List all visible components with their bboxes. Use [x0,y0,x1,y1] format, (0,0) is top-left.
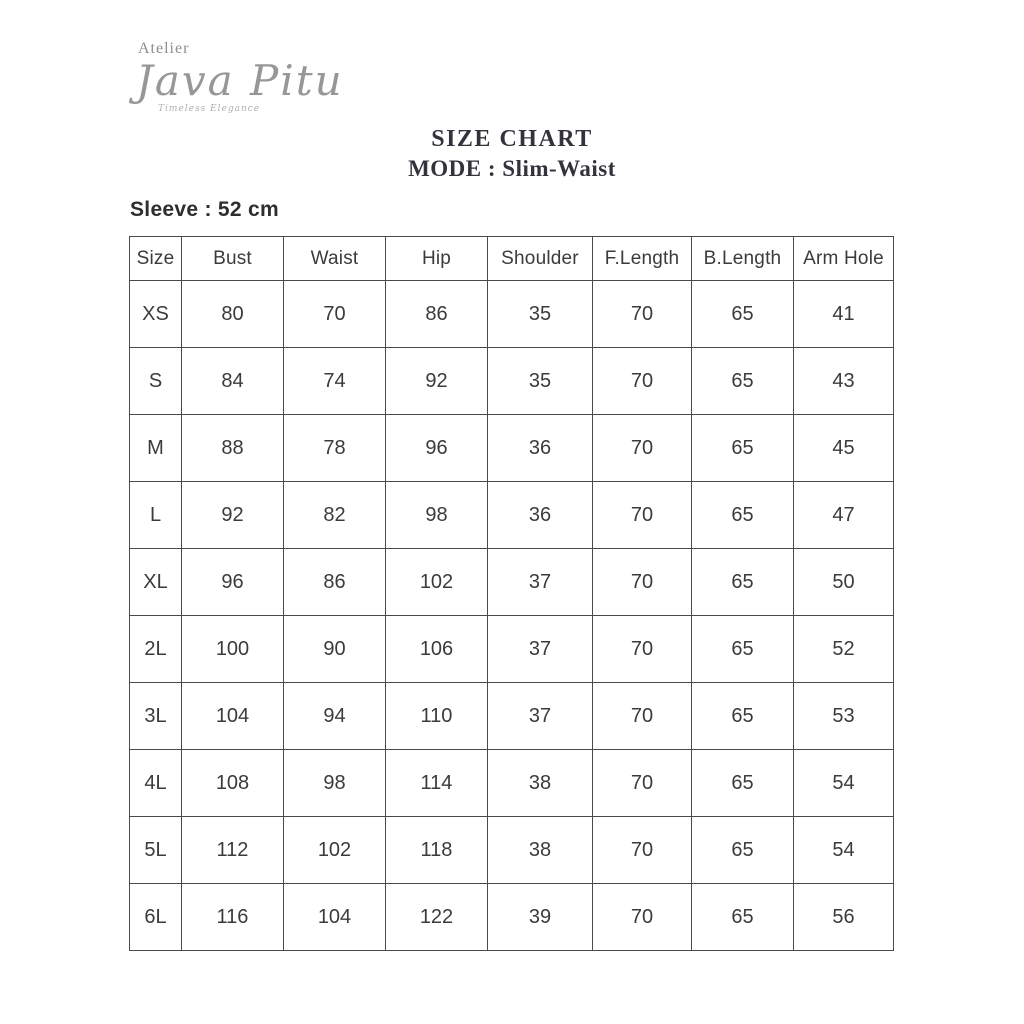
size-table [129,236,894,951]
measurement-cell: 104 [284,884,386,951]
measurement-cell: 70 [593,415,692,482]
measurement-cell: 90 [284,616,386,683]
measurement-cell: 92 [386,348,488,415]
table-header-row [130,237,894,281]
table-body [130,281,894,951]
table-row [130,750,894,817]
measurement-cell: 112 [182,817,284,884]
measurement-cell: 70 [593,348,692,415]
measurement-cell: 104 [182,683,284,750]
measurement-cell: 70 [593,616,692,683]
measurement-cell: 92 [182,482,284,549]
column-header-arm-hole: Arm Hole [794,237,894,281]
measurement-cell: 86 [386,281,488,348]
measurement-cell: 65 [692,884,794,951]
column-header-bust: Bust [182,237,284,281]
measurement-cell: 47 [794,482,894,549]
size-cell: XS [130,281,182,348]
brand-name: Java Pitu [136,56,344,105]
size-cell: 3L [130,683,182,750]
measurement-cell: 65 [692,750,794,817]
measurement-cell: 70 [593,549,692,616]
measurement-cell: 96 [182,549,284,616]
measurement-cell: 102 [386,549,488,616]
measurement-cell: 114 [386,750,488,817]
sleeve-note: Sleeve : 52 cm [130,198,279,221]
measurement-cell: 102 [284,817,386,884]
measurement-cell: 70 [593,281,692,348]
measurement-cell: 36 [488,482,593,549]
column-header-b-length: B.Length [692,237,794,281]
measurement-cell: 38 [488,750,593,817]
measurement-cell: 70 [593,884,692,951]
page-title: SIZE CHART [431,126,593,152]
measurement-cell: 37 [488,549,593,616]
column-header-waist: Waist [284,237,386,281]
size-table-container [129,236,894,951]
measurement-cell: 70 [593,817,692,884]
title-block [0,126,1024,182]
measurement-cell: 52 [794,616,894,683]
measurement-cell: 70 [593,482,692,549]
measurement-cell: 43 [794,348,894,415]
measurement-cell: 65 [692,415,794,482]
column-header-size: Size [130,237,182,281]
measurement-cell: 35 [488,348,593,415]
column-header-f-length: F.Length [593,237,692,281]
measurement-cell: 56 [794,884,894,951]
measurement-cell: 70 [593,683,692,750]
table-row [130,884,894,951]
size-cell: 6L [130,884,182,951]
size-cell: M [130,415,182,482]
table-row [130,549,894,616]
measurement-cell: 65 [692,549,794,616]
measurement-cell: 86 [284,549,386,616]
measurement-cell: 41 [794,281,894,348]
measurement-cell: 110 [386,683,488,750]
column-header-shoulder: Shoulder [488,237,593,281]
measurement-cell: 36 [488,415,593,482]
brand-atelier-label: Atelier [138,40,190,57]
measurement-cell: 88 [182,415,284,482]
measurement-cell: 118 [386,817,488,884]
table-row [130,348,894,415]
measurement-cell: 74 [284,348,386,415]
table-row [130,616,894,683]
measurement-cell: 84 [182,348,284,415]
mode-subtitle: MODE : Slim-Waist [408,156,616,181]
measurement-cell: 70 [593,750,692,817]
size-cell: 2L [130,616,182,683]
measurement-cell: 65 [692,616,794,683]
brand-tagline: Timeless Elegance [158,104,261,114]
measurement-cell: 96 [386,415,488,482]
measurement-cell: 122 [386,884,488,951]
measurement-cell: 98 [386,482,488,549]
measurement-cell: 82 [284,482,386,549]
measurement-cell: 37 [488,616,593,683]
measurement-cell: 65 [692,281,794,348]
measurement-cell: 50 [794,549,894,616]
measurement-cell: 35 [488,281,593,348]
measurement-cell: 80 [182,281,284,348]
measurement-cell: 98 [284,750,386,817]
measurement-cell: 70 [284,281,386,348]
measurement-cell: 106 [386,616,488,683]
measurement-cell: 116 [182,884,284,951]
measurement-cell: 53 [794,683,894,750]
brand-logo [136,40,396,114]
size-cell: 4L [130,750,182,817]
table-row [130,415,894,482]
measurement-cell: 37 [488,683,593,750]
measurement-cell: 65 [692,348,794,415]
size-cell: S [130,348,182,415]
size-cell: L [130,482,182,549]
table-row [130,281,894,348]
measurement-cell: 38 [488,817,593,884]
measurement-cell: 94 [284,683,386,750]
measurement-cell: 39 [488,884,593,951]
table-row [130,683,894,750]
table-row [130,482,894,549]
measurement-cell: 54 [794,817,894,884]
measurement-cell: 54 [794,750,894,817]
size-cell: 5L [130,817,182,884]
measurement-cell: 65 [692,817,794,884]
measurement-cell: 78 [284,415,386,482]
measurement-cell: 65 [692,683,794,750]
table-row [130,817,894,884]
measurement-cell: 100 [182,616,284,683]
measurement-cell: 108 [182,750,284,817]
size-cell: XL [130,549,182,616]
measurement-cell: 45 [794,415,894,482]
measurement-cell: 65 [692,482,794,549]
column-header-hip: Hip [386,237,488,281]
